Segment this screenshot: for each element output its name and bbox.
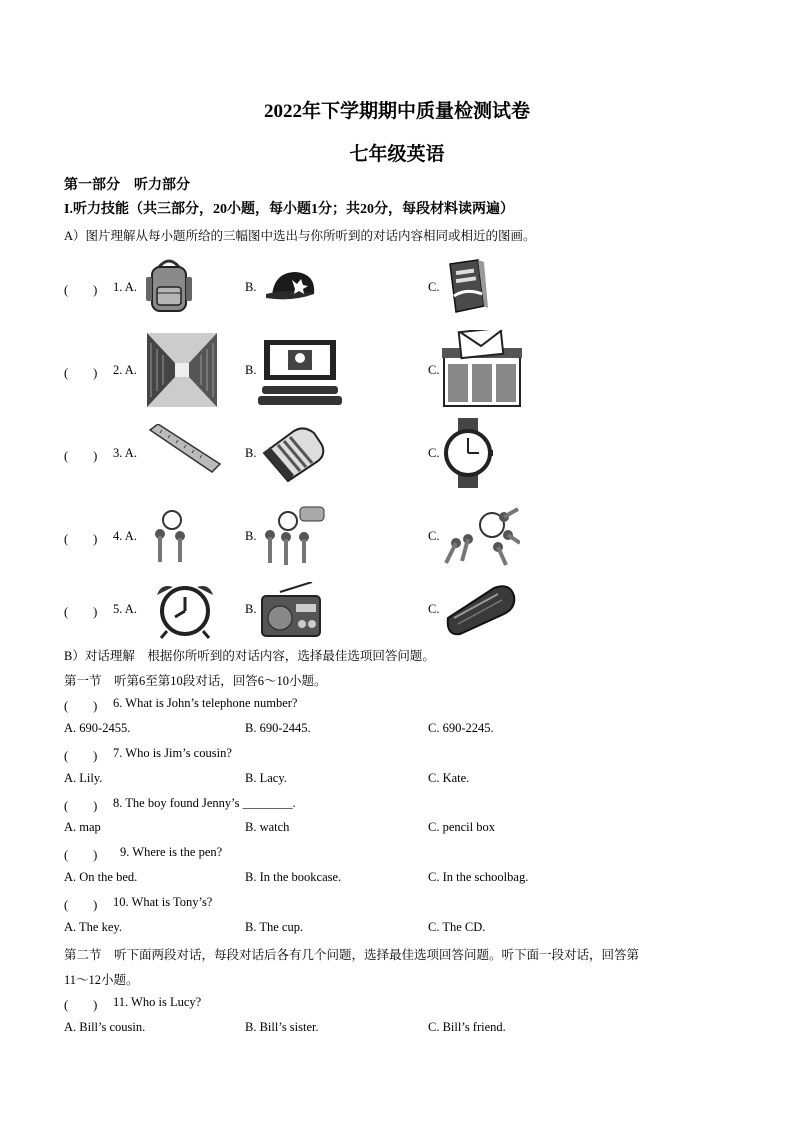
subsection-1-heading: 第一节 听第6至第10段对话，回答6～10小题。 (64, 674, 327, 688)
question-text: 9. Where is the pen? (120, 845, 223, 859)
part-heading: 第一部分 听力部分 (64, 178, 190, 193)
question-number: 1. A. (113, 280, 137, 294)
section-heading: I.听力技能（共三部分，20小题，每小题1分；共20分，每段材料读两遍） (64, 202, 514, 217)
answer-paren[interactable]: ( ) (64, 449, 98, 463)
pencil-case-icon[interactable] (442, 584, 516, 636)
option-c[interactable]: C. Kate. (428, 771, 470, 785)
question-text: 7. Who is Jim’s cousin? (113, 746, 232, 760)
answer-paren[interactable]: ( ) (64, 799, 98, 813)
option-b-label: B. (245, 446, 257, 460)
dictionary-icon[interactable] (444, 258, 490, 314)
answer-paren[interactable]: ( ) (64, 699, 98, 713)
option-c[interactable]: C. 690-2245. (428, 721, 494, 735)
option-c[interactable]: C. The CD. (428, 920, 486, 934)
subsection-2-heading: 第二节 听下面两段对话，每段对话后各有几个问题，选择最佳选项回答问题。听下面一段对话，回答第 (64, 948, 640, 962)
question-text: 11. Who is Lucy? (113, 995, 202, 1009)
subsection-2-heading-cont: 11～12小题。 (64, 973, 139, 987)
section-a-instruction: A）图片理解从每小题所给的三幅图中选出与你所听到的对话内容相同或相近的图画。 (64, 229, 536, 243)
option-c-label: C. (428, 363, 440, 377)
alarm-clock-icon[interactable] (147, 581, 223, 639)
cinema-icon[interactable] (258, 336, 342, 406)
answer-paren[interactable]: ( ) (64, 998, 98, 1012)
answer-paren[interactable]: ( ) (64, 898, 98, 912)
library-icon[interactable] (147, 333, 217, 407)
option-a[interactable]: A. On the bed. (64, 870, 138, 884)
option-a[interactable]: A. 690-2455. (64, 721, 131, 735)
option-c[interactable]: C. Bill’s friend. (428, 1020, 506, 1034)
option-b-label: B. (245, 363, 257, 377)
question-text: 10. What is Tony’s? (113, 895, 213, 909)
eraser-icon[interactable] (260, 425, 326, 485)
answer-paren[interactable]: ( ) (64, 532, 98, 546)
answer-paren[interactable]: ( ) (64, 848, 98, 862)
section-b-instruction: B）对话理解 根据你所听到的对话内容，选择最佳选项回答问题。 (64, 649, 435, 663)
answer-paren[interactable]: ( ) (64, 749, 98, 763)
two-keys-icon[interactable] (148, 508, 192, 566)
cap-icon[interactable] (262, 268, 324, 308)
question-number: 2. A. (113, 363, 137, 377)
page-subtitle: 七年级英语 (349, 144, 445, 165)
answer-paren[interactable]: ( ) (64, 605, 98, 619)
answer-paren[interactable]: ( ) (64, 283, 98, 297)
option-a[interactable]: A. The key. (64, 920, 122, 934)
option-a[interactable]: A. Lily. (64, 771, 103, 785)
ruler-icon[interactable] (146, 424, 222, 476)
watch-icon[interactable] (443, 418, 493, 488)
option-c-label: C. (428, 602, 440, 616)
option-c-label: C. (428, 446, 440, 460)
three-keys-icon[interactable] (260, 505, 326, 567)
question-number: 4. A. (113, 529, 137, 543)
question-number: 5. A. (113, 602, 137, 616)
question-text: 8. The boy found Jenny’s ________. (113, 796, 296, 810)
many-keys-icon[interactable] (442, 503, 520, 567)
option-b[interactable]: B. watch (245, 820, 290, 834)
option-a[interactable]: A. Bill’s cousin. (64, 1020, 146, 1034)
question-text: 6. What is John’s telephone number? (113, 696, 298, 710)
option-b[interactable]: B. The cup. (245, 920, 304, 934)
page-title: 2022年下学期期中质量检测试卷 (263, 101, 530, 122)
option-c-label: C. (428, 280, 440, 294)
option-b[interactable]: B. Lacy. (245, 771, 287, 785)
option-b[interactable]: B. Bill’s sister. (245, 1020, 319, 1034)
option-c[interactable]: C. In the schoolbag. (428, 870, 529, 884)
option-a[interactable]: A. map (64, 820, 101, 834)
answer-paren[interactable]: ( ) (64, 366, 98, 380)
option-b-label: B. (245, 280, 257, 294)
backpack-icon[interactable] (144, 255, 194, 315)
question-number: 3. A. (113, 446, 137, 460)
option-b-label: B. (245, 529, 257, 543)
option-b[interactable]: B. 690-2445. (245, 721, 311, 735)
option-b-label: B. (245, 602, 257, 616)
radio-icon[interactable] (260, 582, 322, 638)
option-c-label: C. (428, 529, 440, 543)
option-b[interactable]: B. In the bookcase. (245, 870, 342, 884)
post-office-icon[interactable] (442, 330, 524, 408)
option-c[interactable]: C. pencil box (428, 820, 496, 834)
